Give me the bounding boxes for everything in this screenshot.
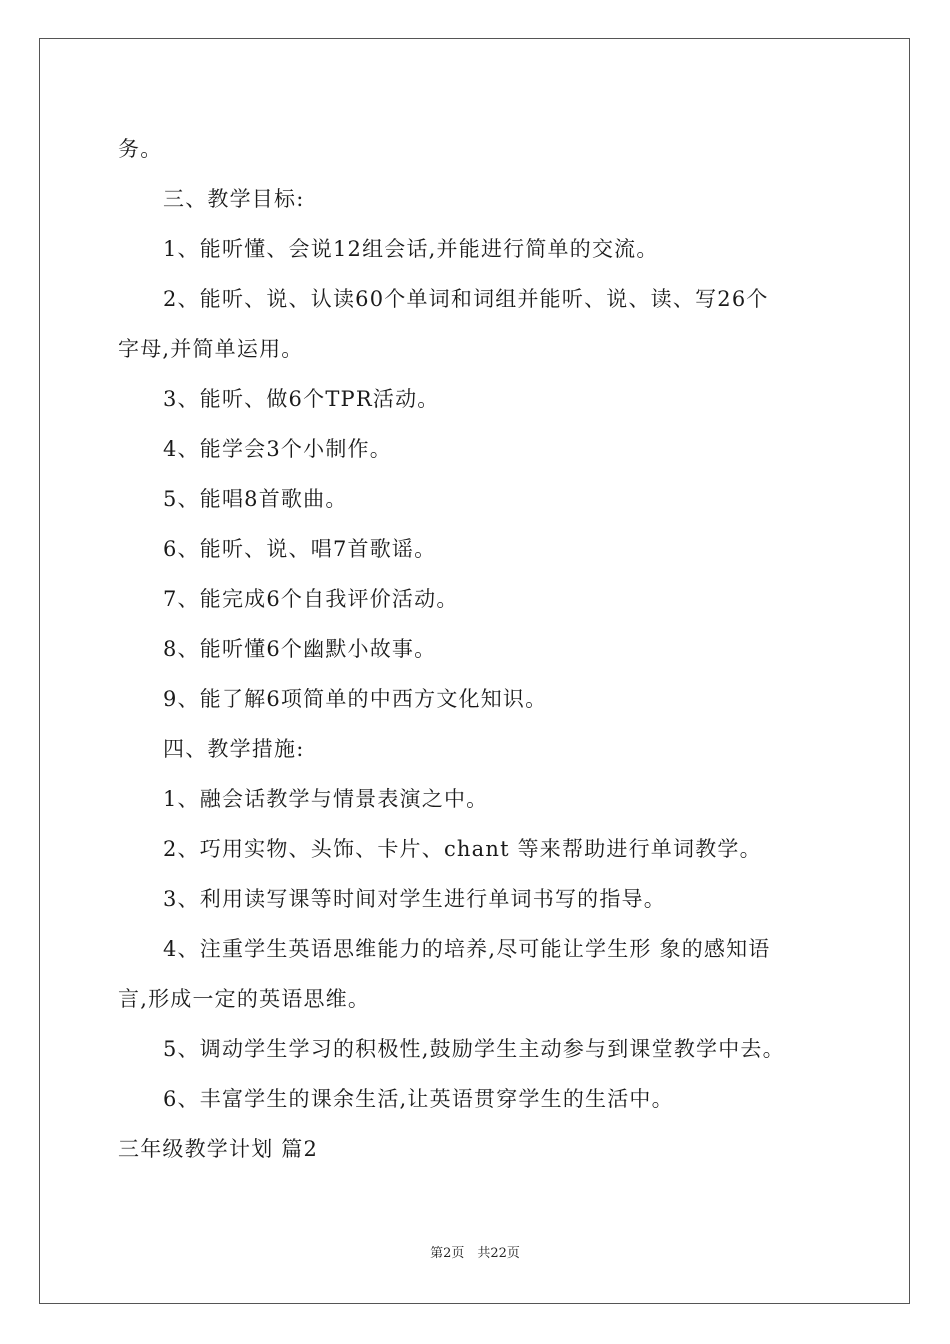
text-line: 字母,并简单运用。	[118, 337, 304, 361]
text-line: 3、利用读写课等时间对学生进行单词书写的指导。	[163, 887, 666, 911]
page-frame	[39, 38, 910, 1304]
text-line: 5、调动学生学习的积极性,鼓励学生主动参与到课堂教学中去。	[163, 1037, 785, 1061]
text-line: 言,形成一定的英语思维。	[118, 987, 371, 1011]
text-line: 2、能听、说、认读60个单词和词组并能听、说、读、写26个	[163, 287, 769, 311]
section-heading: 三、教学目标:	[163, 187, 305, 211]
text-line: 8、能听懂6个幽默小故事。	[163, 637, 437, 661]
text-line: 3、能听、做6个TPR活动。	[163, 387, 440, 411]
page-number: 第2页 共22页	[430, 1246, 520, 1261]
text-line: 6、能听、说、唱7首歌谣。	[163, 537, 437, 561]
text-line: 2、巧用实物、头饰、卡片、chant 等来帮助进行单词教学。	[163, 837, 762, 861]
text-line: 7、能完成6个自我评价活动。	[163, 587, 459, 611]
text-line: 9、能了解6项简单的中西方文化知识。	[163, 687, 548, 711]
text-line: 5、能唱8首歌曲。	[163, 487, 348, 511]
document-subtitle: 三年级教学计划 篇2	[118, 1137, 319, 1161]
section-heading: 四、教学措施:	[163, 737, 305, 761]
text-line: 6、丰富学生的课余生活,让英语贯穿学生的生活中。	[163, 1087, 674, 1111]
text-line: 1、能听懂、会说12组会话,并能进行简单的交流。	[163, 237, 659, 261]
text-line: 务。	[118, 137, 163, 161]
text-line: 1、融会话教学与情景表演之中。	[163, 787, 489, 811]
text-line: 4、注重学生英语思维能力的培养,尽可能让学生形 象的感知语	[163, 937, 771, 961]
text-line: 4、能学会3个小制作。	[163, 437, 392, 461]
